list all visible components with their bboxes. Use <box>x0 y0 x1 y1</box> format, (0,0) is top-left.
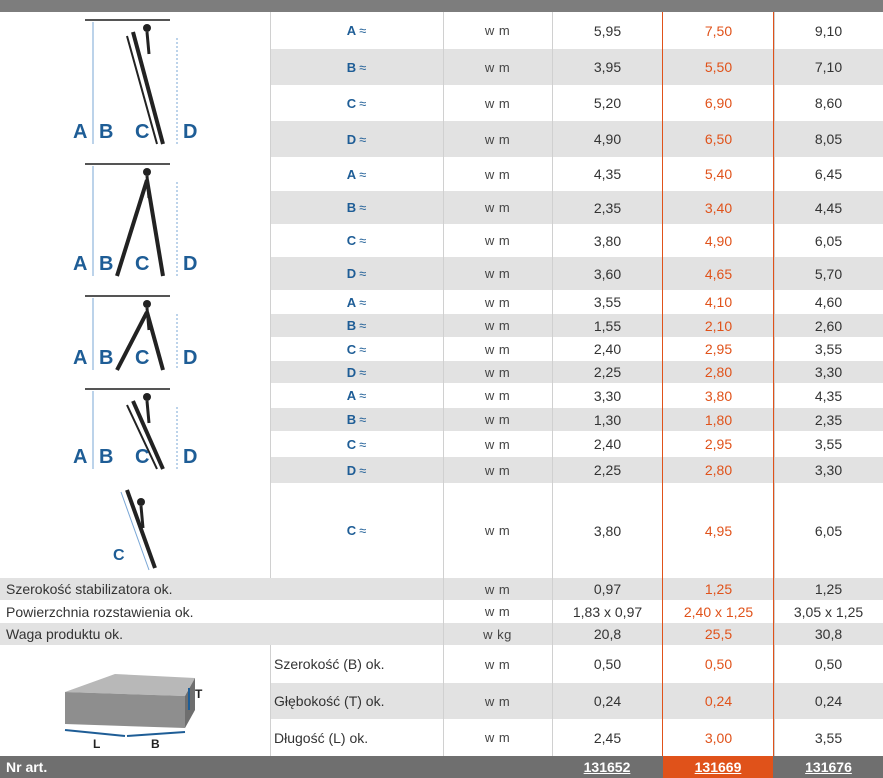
value-cell: 0,97 <box>593 581 622 597</box>
dimension-label <box>270 12 443 49</box>
value-cell: 2,95 <box>704 436 733 452</box>
dimension-label <box>270 49 443 85</box>
dimension-letter: A <box>346 388 357 403</box>
value-cell: 5,70 <box>814 265 843 282</box>
value-cell: 7,50 <box>704 22 733 39</box>
dimension-letter: D <box>346 266 357 281</box>
approx-symbol: ≈ <box>359 166 367 182</box>
value-cell: 1,55 <box>593 317 622 334</box>
dimension-label <box>270 431 443 457</box>
diagram-letter-a: A <box>73 446 88 468</box>
value-cell: 3,40 <box>704 199 733 216</box>
approx-symbol: ≈ <box>359 294 367 310</box>
value-cell: 1,25 <box>704 581 733 597</box>
unit-cell: w m <box>484 200 511 215</box>
value-cell: 4,35 <box>593 166 622 182</box>
package-letter-t: T <box>195 687 203 701</box>
unit-cell: w m <box>484 604 511 619</box>
diagram-letter-a: A <box>73 121 88 143</box>
value-cell: 4,95 <box>704 522 733 539</box>
unit-cell: w m <box>484 318 511 333</box>
unit-cell: w m <box>484 59 511 75</box>
approx-symbol: ≈ <box>359 23 367 38</box>
unit-cell: w m <box>484 364 511 380</box>
dimension-label <box>270 85 443 121</box>
package-letter-b: B <box>151 737 160 751</box>
diagram-letter-b: B <box>99 446 114 468</box>
dimension-letter: A <box>346 294 357 310</box>
dimension-label <box>270 483 443 578</box>
dimension-letter: A <box>346 23 357 38</box>
unit-cell: w m <box>484 436 511 452</box>
approx-symbol: ≈ <box>359 59 367 75</box>
approx-symbol: ≈ <box>359 233 367 248</box>
unit-cell: w m <box>484 266 511 281</box>
value-cell: 2,40 x 1,25 <box>683 603 754 620</box>
unit-cell: w m <box>484 581 511 597</box>
package-box-front <box>65 692 185 728</box>
value-cell: 4,45 <box>814 199 843 216</box>
value-cell: 2,10 <box>704 317 733 334</box>
value-cell: 2,25 <box>593 462 622 478</box>
dimension-label <box>270 290 443 314</box>
unit-cell: w m <box>484 693 511 709</box>
value-cell: 0,24 <box>704 693 733 709</box>
unit-cell: w m <box>484 523 511 538</box>
diagram-letter-c: C <box>113 547 125 564</box>
spec-table <box>0 12 883 778</box>
value-cell: 3,30 <box>593 387 622 404</box>
value-cell: 3,80 <box>704 387 733 404</box>
value-cell: 3,00 <box>704 729 733 746</box>
value-cell: 9,10 <box>814 22 843 39</box>
unit-cell: w m <box>484 412 511 427</box>
value-cell: 6,45 <box>814 166 843 182</box>
dimension-letter: C <box>346 95 357 111</box>
value-cell: 2,60 <box>814 317 843 334</box>
value-cell: 3,60 <box>593 265 622 282</box>
ladder-diagram-single <box>105 486 185 576</box>
unit-cell: w m <box>484 388 511 403</box>
package-dimension-label: Szerokość (B) ok. <box>274 656 385 672</box>
unit-cell: w m <box>484 166 511 182</box>
value-cell: 0,24 <box>593 693 622 709</box>
approx-symbol: ≈ <box>359 341 367 357</box>
article-number-label: Nr art. <box>6 759 48 775</box>
unit-cell: w m <box>484 730 511 745</box>
value-cell: 4,10 <box>704 294 733 310</box>
value-cell: 7,10 <box>814 59 843 75</box>
value-cell: 3,55 <box>814 341 843 357</box>
unit-cell: w kg <box>483 626 512 642</box>
dimension-letter: D <box>346 364 357 380</box>
value-cell: 0,24 <box>814 693 843 709</box>
dimension-label <box>270 157 443 191</box>
value-cell: 5,50 <box>704 59 733 75</box>
value-cell: 5,20 <box>593 95 622 111</box>
diagram-letter-d: D <box>183 347 198 369</box>
unit-cell: w m <box>484 23 511 38</box>
dimension-letter: C <box>346 436 357 452</box>
value-cell: 3,55 <box>814 729 843 746</box>
value-cell: 25,5 <box>704 626 733 642</box>
dimension-label <box>270 383 443 408</box>
dimension-label <box>270 361 443 383</box>
dimension-letter: D <box>346 462 357 478</box>
diagram-letter-c: C <box>135 347 150 369</box>
dimension-letter: B <box>346 318 357 333</box>
value-cell: 3,05 x 1,25 <box>793 603 864 620</box>
package-dimension-label: Długość (L) ok. <box>274 729 369 746</box>
value-cell: 3,80 <box>593 522 622 539</box>
diagram-letter-c: C <box>135 121 150 143</box>
value-cell: 4,35 <box>814 387 843 404</box>
value-cell: 1,80 <box>704 411 733 428</box>
value-cell: 1,25 <box>814 581 843 597</box>
top-bar <box>0 0 883 12</box>
value-cell: 4,90 <box>593 131 622 147</box>
package-letter-l: L <box>93 737 101 751</box>
dimension-letter: B <box>346 200 357 215</box>
dimension-letter: D <box>346 131 357 147</box>
article-link-2[interactable]: 131669 <box>663 756 773 778</box>
value-cell: 3,30 <box>814 364 843 380</box>
unit-cell: w m <box>484 131 511 147</box>
value-cell: 2,25 <box>593 364 622 380</box>
ladder-diagram-lean <box>35 14 265 156</box>
approx-symbol: ≈ <box>359 200 367 215</box>
value-cell: 1,30 <box>593 411 622 428</box>
dimension-label <box>270 257 443 290</box>
spec-label: Szerokość stabilizatora ok. <box>6 581 173 597</box>
value-cell: 0,50 <box>814 656 843 672</box>
value-cell: 2,35 <box>593 199 622 216</box>
unit-cell: w m <box>484 341 511 357</box>
unit-cell: w m <box>484 656 511 672</box>
approx-symbol: ≈ <box>359 523 367 538</box>
value-cell: 4,90 <box>704 232 733 249</box>
dimension-letter: B <box>346 59 357 75</box>
value-cell: 4,60 <box>814 294 843 310</box>
unit-cell: w m <box>484 233 511 248</box>
article-link-3[interactable]: 131676 <box>805 759 852 775</box>
value-cell: 2,95 <box>704 341 733 357</box>
dimension-label <box>270 224 443 257</box>
dimension-letter: C <box>346 341 357 357</box>
value-cell: 6,50 <box>704 131 733 147</box>
value-cell: 6,05 <box>814 522 843 539</box>
spec-label: Waga produktu ok. <box>6 626 123 642</box>
value-cell: 6,05 <box>814 232 843 249</box>
value-cell: 3,55 <box>593 294 622 310</box>
dimension-letter: C <box>346 523 357 538</box>
dimension-letter: C <box>346 233 357 248</box>
value-cell: 1,83 x 0,97 <box>572 603 643 620</box>
approx-symbol: ≈ <box>359 266 367 281</box>
value-cell: 3,30 <box>814 462 843 478</box>
package-l-dimension <box>65 730 125 736</box>
approx-symbol: ≈ <box>359 364 367 380</box>
value-cell: 2,45 <box>593 729 622 746</box>
package-box-diagram <box>55 652 235 752</box>
approx-symbol: ≈ <box>359 388 367 403</box>
approx-symbol: ≈ <box>359 131 367 147</box>
spec-label: Powierzchnia rozstawienia ok. <box>6 603 194 620</box>
value-cell: 2,80 <box>704 462 733 478</box>
ladder-diagram-aframe-small <box>35 290 265 382</box>
diagram-letter-d: D <box>183 446 198 468</box>
package-dimension-label: Głębokość (T) ok. <box>274 693 385 709</box>
value-cell: 2,80 <box>704 364 733 380</box>
unit-cell: w m <box>484 294 511 310</box>
diagram-letter-c: C <box>135 253 150 275</box>
diagram-letter-d: D <box>183 253 198 275</box>
value-cell: 2,40 <box>593 436 622 452</box>
value-cell: 8,60 <box>814 95 843 111</box>
value-cell: 2,40 <box>593 341 622 357</box>
approx-symbol: ≈ <box>359 462 367 478</box>
diagram-letter-b: B <box>99 347 114 369</box>
diagram-letter-b: B <box>99 253 114 275</box>
approx-symbol: ≈ <box>359 412 367 427</box>
ladder-diagram-lean-small <box>35 383 265 481</box>
dimension-label <box>270 457 443 483</box>
dimension-label <box>270 191 443 224</box>
dimension-label <box>270 337 443 361</box>
approx-symbol: ≈ <box>359 95 367 111</box>
article-number-bar <box>0 756 883 778</box>
value-cell: 6,90 <box>704 95 733 111</box>
value-cell: 0,50 <box>593 656 622 672</box>
value-cell: 2,35 <box>814 411 843 428</box>
unit-cell: w m <box>484 95 511 111</box>
value-cell: 20,8 <box>593 626 622 642</box>
value-cell: 8,05 <box>814 131 843 147</box>
value-cell: 3,80 <box>593 232 622 249</box>
diagram-letter-a: A <box>73 253 88 275</box>
dimension-label <box>270 121 443 157</box>
value-cell: 30,8 <box>814 626 843 642</box>
value-cell: 3,55 <box>814 436 843 452</box>
value-cell: 5,40 <box>704 166 733 182</box>
approx-symbol: ≈ <box>359 436 367 452</box>
dimension-label <box>270 408 443 431</box>
dimension-letter: A <box>346 166 357 182</box>
diagram-letter-b: B <box>99 121 114 143</box>
value-cell: 4,65 <box>704 265 733 282</box>
ladder-diagram-aframe <box>35 158 265 288</box>
column-divider <box>270 645 271 756</box>
unit-cell: w m <box>484 462 511 478</box>
value-cell: 3,95 <box>593 59 622 75</box>
diagram-letter-a: A <box>73 347 88 369</box>
value-cell: 0,50 <box>704 656 733 672</box>
approx-symbol: ≈ <box>359 318 367 333</box>
article-link-1[interactable]: 131652 <box>583 759 631 775</box>
diagram-letter-c: C <box>135 446 150 468</box>
diagram-letter-d: D <box>183 121 198 143</box>
dimension-letter: B <box>346 412 357 427</box>
dimension-label <box>270 314 443 337</box>
package-b-dimension <box>127 732 185 736</box>
value-cell: 5,95 <box>593 22 622 39</box>
